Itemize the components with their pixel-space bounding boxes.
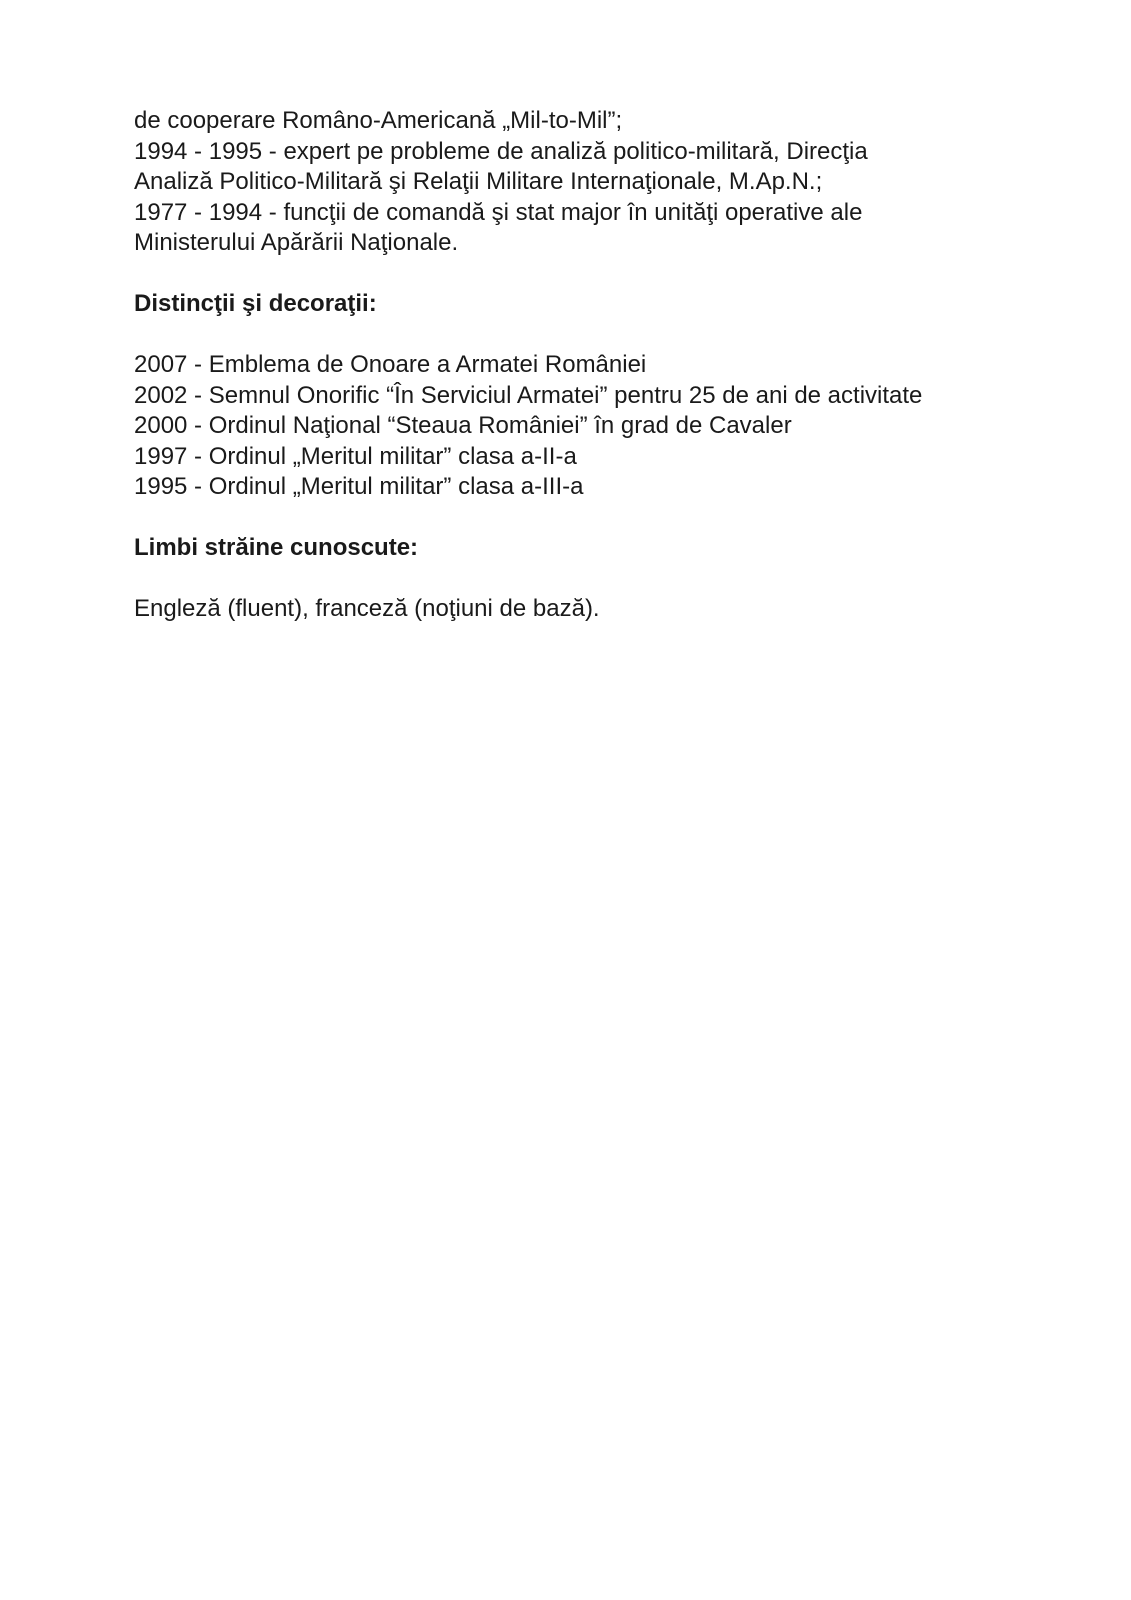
- experience-line: 1994 - 1995 - expert pe probleme de analiză politico-militară, Direcţia: [134, 137, 868, 165]
- spacer: [134, 320, 1034, 351]
- experience-line: de cooperare Româno-Americană „Mil-to-Mil”;: [134, 107, 623, 134]
- document-body: [134, 106, 1034, 625]
- experience-line: Ministerului Apărării Naţionale.: [134, 229, 459, 256]
- distinction-item: 2002 - Semnul Onorific “În Serviciul Armatei” pentru 25 de ani de activitate: [134, 381, 923, 409]
- spacer: [134, 503, 1034, 534]
- distinction-item: 1997 - Ordinul „Meritul militar” clasa a-II-a: [134, 442, 577, 470]
- distinction-item: 2007 - Emblema de Onoare a Armatei României: [134, 351, 647, 378]
- experience-line: Analiză Politico-Militară şi Relaţii Militare Internaţionale, M.Ap.N.;: [134, 168, 823, 195]
- languages-heading: Limbi străine cunoscute:: [134, 534, 419, 561]
- distinction-item: 1995 - Ordinul „Meritul militar” clasa a-III-a: [134, 473, 584, 500]
- spacer: [134, 564, 1034, 595]
- distinctions-heading: Distincţii şi decoraţii:: [134, 290, 377, 317]
- languages-text: Engleză (fluent), franceză (noţiuni de bază).: [134, 595, 600, 622]
- distinction-item: 2000 - Ordinul Naţional “Steaua României” în grad de Cavaler: [134, 412, 792, 439]
- spacer: [134, 259, 1034, 290]
- experience-line: 1977 - 1994 - funcţii de comandă şi stat major în unităţi operative ale: [134, 198, 863, 226]
